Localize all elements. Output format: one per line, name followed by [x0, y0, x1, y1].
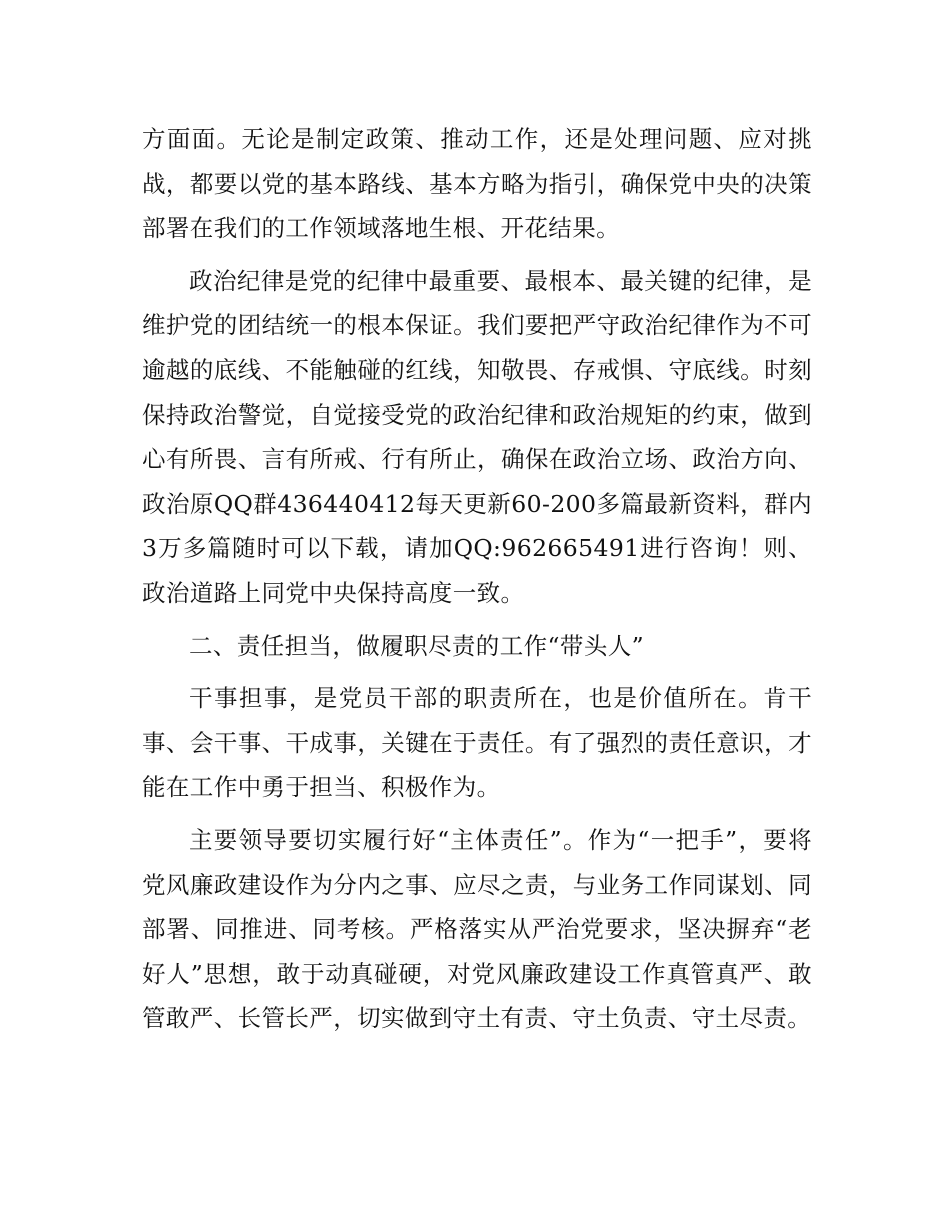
paragraph-taking-responsibility: 干事担事，是党员干部的职责所在，也是价值所在。肯干事、会干事、干成事，关键在于责任。有了强烈的责任意识，才能在工作中勇于担当、积极作为。 [142, 684, 812, 802]
paragraph-continuation: 方面面。无论是制定政策、推动工作，还是处理问题、应对挑战，都要以党的基本路线、基本方略为指引，确保党中央的决策部署在我们的工作领域落地生根、开花结果。 [142, 125, 812, 243]
section-heading-responsibility: 二、责任担当，做履职尽责的工作“带头人” [189, 631, 645, 660]
document-page [142, 117, 812, 1041]
paragraph-political-discipline: 政治纪律是党的纪律中最重要、最根本、最关键的纪律，是维护党的团结统一的根本保证。我们要把严守政治纪律作为不可逾越的底线、不能触碰的红线，知敬畏、存戒惧、守底线。时刻保持政治警觉，自觉接受党的政治纪律和政治规矩的约束，做到心有所畏、言有所戒、行有所止，确保在政治立场、政治方向、政治原QQ群436440412每天更新60-200多篇最新资料，群内3万多篇随时可以下载，请加QQ:962665491进行咨询！则、政治道路上同党中央保持高度一致。 [142, 266, 812, 607]
paragraph-main-leaders: 主要领导要切实履行好“主体责任”。作为“一把手”，要将党风廉政建设作为分内之事、应尽之责，与业务工作同谋划、同部署、同推进、同考核。严格落实从严治党要求，坚决摒弃“老好人”思想，敢于动真碰硬，对党风廉政建设工作真管真严、敢管敢严、长管长严，切实做到守土有责、守土负责、守土尽责。 [142, 825, 812, 1033]
